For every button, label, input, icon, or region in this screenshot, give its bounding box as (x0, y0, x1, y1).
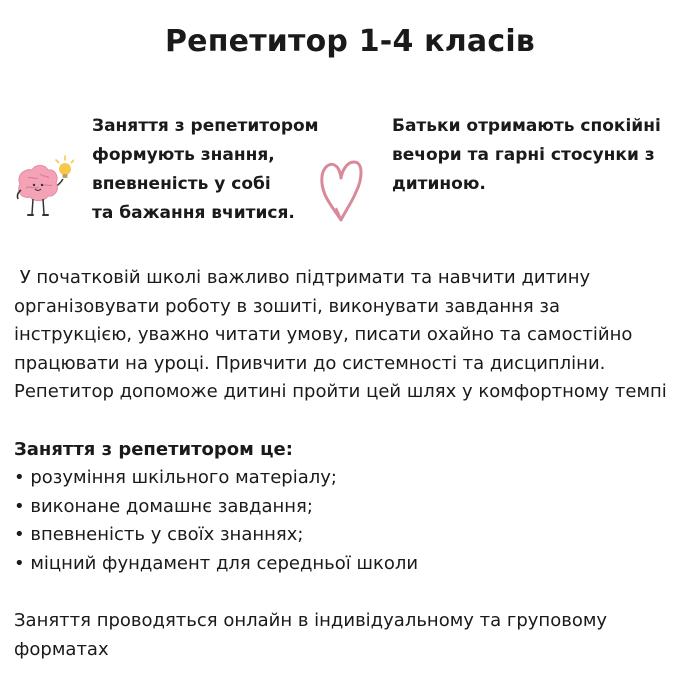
format-note-line: форматах (14, 638, 109, 660)
parents-benefits-line: вечори та гарні стосунки з (392, 145, 655, 165)
brain-with-lightbulb-icon (12, 152, 74, 224)
page-title: Репетитор 1-4 класів (164, 24, 535, 59)
description-line: працювати на уроці. Привчити до системності та дисципліни. (14, 352, 606, 374)
list-item: • впевненість у своїх знаннях; (14, 524, 304, 545)
list-item: • міцний фундамент для середньої школи (14, 552, 419, 574)
format-note-line: Заняття проводяться онлайн в індивідуальному та груповому (14, 610, 608, 631)
format-note (14, 607, 694, 664)
section-title: Заняття з репетитором це: (14, 439, 293, 460)
tutoring-benefits-line: формують знання, (92, 145, 275, 165)
tutoring-benefits-line: Заняття з репетитором (92, 116, 319, 136)
heart-outline-icon (318, 150, 364, 226)
tutoring-benefits-line: впевненість у собі (92, 174, 271, 194)
description-line: інструкцією, уважно читати умову, писати охайно та самостійно (14, 324, 633, 345)
description-line: організовувати роботу в зошиті, виконувати завдання за (14, 295, 561, 317)
benefits-list (14, 464, 418, 578)
parents-benefits-line: дитиною. (392, 174, 486, 194)
list-item: • виконане домашнє завдання; (14, 495, 313, 517)
tutoring-benefits-line: та бажання вчитися. (92, 203, 295, 223)
parents-benefits-line: Батьки отримають спокійні (392, 116, 661, 136)
list-item: • розуміння шкільного матеріалу; (14, 467, 337, 488)
parents-benefits-text (392, 112, 692, 199)
description-line: У початковій школі важливо підтримати та навчити дитину (14, 267, 591, 288)
description-paragraph (14, 264, 694, 407)
description-line: Репетитор допоможе дитині пройти цей шлях у комфортному темпі (14, 381, 667, 402)
